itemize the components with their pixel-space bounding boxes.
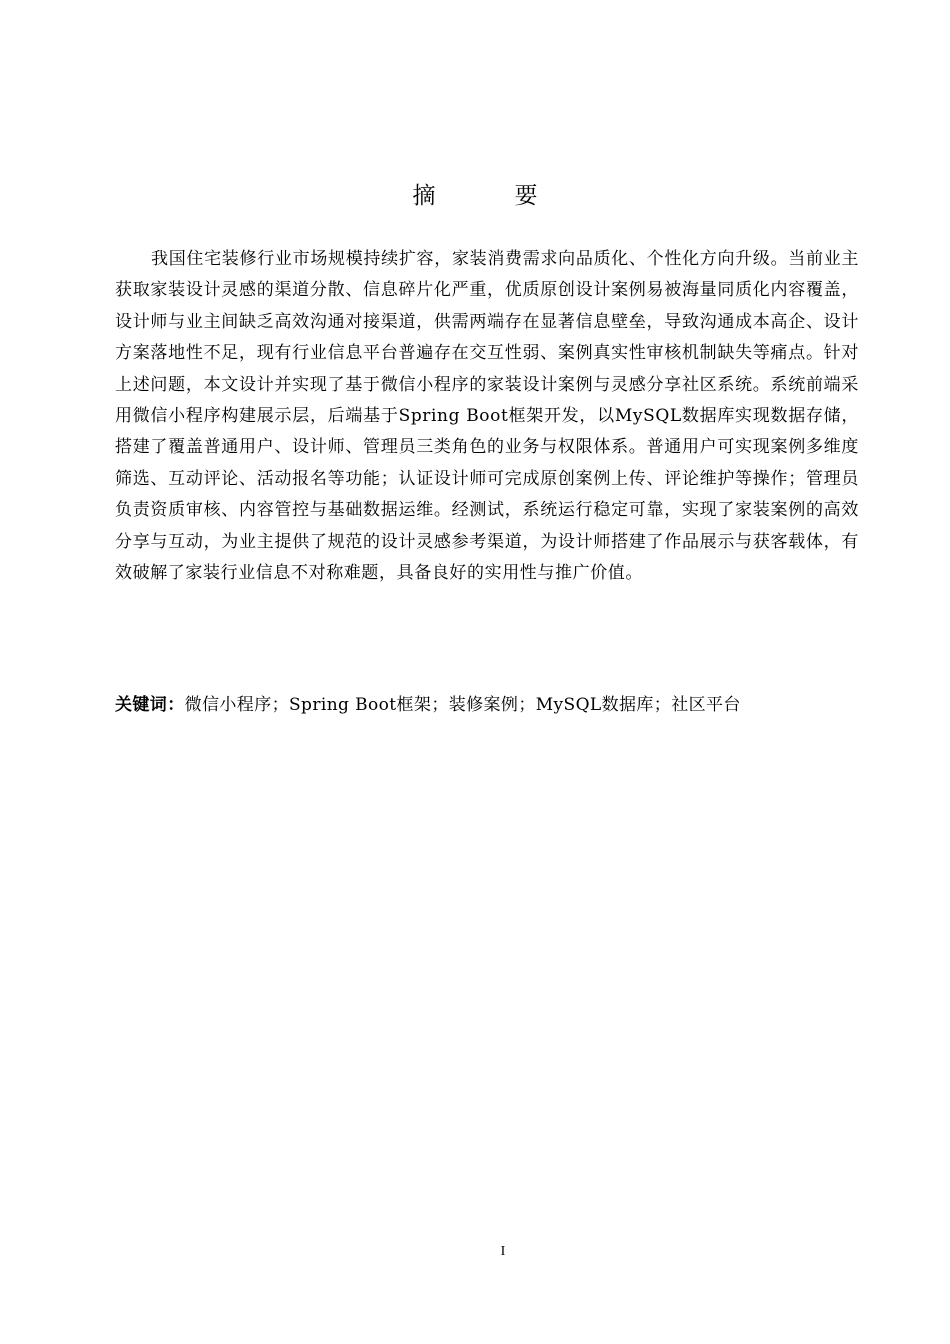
abstract-body: 我国住宅装修行业市场规模持续扩容，家装消费需求向品质化、个性化方向升级。当前业主获取家装设计灵感的渠道分散、信息碎片化严重，优质原创设计案例易被海量同质化内容覆盖，设计师与业主间缺乏高效沟通对接渠道，供需两端存在显著信息壁垒，导致沟通成本高企、设计方案落地性不足，现有行业信息平台普遍存在交互性弱、案例真实性审核机制缺失等痛点。针对上述问题，本文设计并实现了基于微信小程序的家装设计案例与灵感分享社区系统。系统前端采用微信小程序构建展示层，后端基于Spring Boot框架开发，以MySQL数据库实现数据存储，搭建了覆盖普通用户、设计师、管理员三类角色的业务与权限体系。普通用户可实现案例多维度筛选、互动评论、活动报名等功能；认证设计师可完成原创案例上传、评论维护等操作；管理员负责资质审核、内容管控与基础数据运维。经测试，系统运行稳定可靠，实现了家装案例的高效分享与互动，为业主提供了规范的设计灵感参考渠道，为设计师搭建了作品展示与获客载体，有效破解了家装行业信息不对称难题，具备良好的实用性与推广价值。 <box>115 249 859 584</box>
abstract-title: 摘 要 <box>412 183 566 209</box>
page-number: I <box>500 1244 506 1259</box>
keywords-line <box>115 690 859 720</box>
keywords-label: 关键词： <box>115 695 185 715</box>
keywords-text: 微信小程序；Spring Boot框架；装修案例；MySQL数据库；社区平台 <box>184 695 741 715</box>
